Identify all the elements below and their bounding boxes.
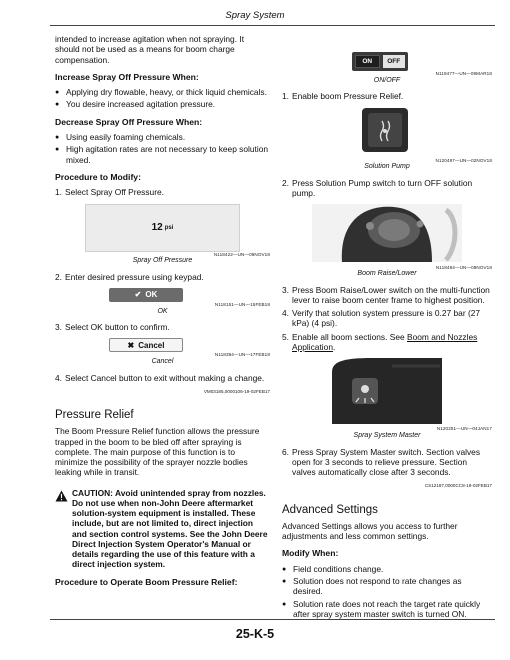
ok-label: OK [145,290,158,300]
step-text: Enable all boom sections. See [292,331,407,342]
step-number: 1. [55,187,62,198]
step-text-suffix: . [332,341,336,352]
footer-rule [50,619,495,620]
list-item: ● You desire increased agitation pressure. [55,99,270,109]
step-number: 4. [55,372,62,383]
section-title-advanced-settings: Advanced Settings [282,503,378,516]
increase-list [55,87,270,110]
cancel-label: Cancel [138,340,165,350]
step-number: 3. [55,322,62,333]
step-3 [282,285,492,306]
list-item: ● Field conditions change. [282,564,492,574]
step-6 [282,447,492,478]
document-reference: CS12187,0000CC8-19-02FEB17 [424,483,492,489]
checkmark-icon: ✔ [134,290,142,300]
figure-code: N118484—UN—09NOV18 [435,264,492,270]
caution-block [55,488,270,570]
figure-caption: Solution Pump [364,163,410,171]
multi-function-lever-icon [282,204,492,262]
figure-code: N120251—UN—04JAN17 [436,426,492,432]
figure-caption: Spray System Master [353,431,421,439]
off-label: OFF [383,55,406,68]
step-5 [282,332,492,353]
solution-pump-switch-icon [282,107,492,155]
warning-triangle-icon [55,488,68,570]
spray-system-master-figure [282,358,492,440]
figure-code: N118151—UN—15FEB18 [214,302,270,308]
solution-pump-figure [282,107,492,171]
step-text: Enter desired pressure using keypad. [65,271,204,282]
procedure-heading: Procedure to Modify: [55,171,141,182]
step-text: Press Boom Raise/Lower switch on the multi-function lever to raise boom center frame to highest position. [292,284,490,305]
step-number: 2. [282,177,289,188]
step-text: Select Cancel button to exit without making a change. [65,372,265,383]
on-off-figure [282,52,492,85]
modify-list [282,564,492,619]
advanced-body: Advanced Settings allows you access to further adjustments and less common settings. [282,520,458,542]
figure-code: N118422—UN—09NOV18 [213,251,270,257]
step-3 [55,322,270,332]
caution-text: CAUTION: Avoid unintended spray from nozzles. Do not use when non-John Deere aftermarket solution-system equipment is installed. These include, but are not limited to, direct injection and section control systems. See the John Deere Direct Injection System Operator's Manual or details regarding the use of this feature with a direct injection system. [72,487,268,570]
figure-code: N119477—UN—09MAR18 [435,71,492,76]
decrease-list [55,132,270,165]
step-number: 2. [55,271,62,282]
figure-code: N118394—UN—17FEB18 [214,352,270,358]
list-item: ● Solution does not respond to rate changes as desired. [282,576,492,597]
running-head: Spray System [225,10,285,21]
right-column [282,34,492,619]
pressure-value-display [85,204,240,252]
step-number: 5. [282,331,289,342]
step-text: Press Solution Pump switch to turn OFF solution pump. [292,177,473,198]
x-icon: ✖ [127,340,135,350]
header-rule [50,25,495,26]
ok-button[interactable] [109,288,183,302]
document-reference: VM03185,0000106-19-02FEB17 [203,388,270,394]
intro-paragraph: intended to increase agitation when not spraying. It should not be used as a means for boom charge compensation. [55,34,245,65]
step-2 [55,272,270,282]
list-item: ● High agitation rates are not necessary to keep solution mixed. [55,144,270,165]
cancel-figure [55,338,270,366]
step-4 [55,373,270,383]
figure-caption: Spray Off Pressure [132,257,193,265]
spray-off-pressure-figure [55,204,270,266]
modify-when-heading: Modify When: [282,548,339,559]
section-title-pressure-relief: Pressure Relief [55,409,134,422]
list-item: ● Using easily foaming chemicals. [55,132,270,142]
step-text: Verify that solution system pressure is 0.27 bar (27 kPa) (4 psi). [292,308,481,329]
cancel-button[interactable] [109,338,183,352]
step-1 [55,187,270,197]
figure-caption: OK [157,307,168,315]
on-label: ON [355,55,380,68]
step-1 [282,91,492,101]
on-off-toggle[interactable] [352,52,408,71]
boom-nozzles-link[interactable]: Boom and Nozzles Application [292,331,478,352]
figure-caption: Cancel [151,358,174,366]
increase-heading: Increase Spray Off Pressure When: [55,71,199,82]
spray-master-switch-icon [282,358,492,424]
step-2 [282,178,492,199]
step-text: Select OK button to confirm. [65,322,170,333]
left-column [55,34,270,614]
figure-code: N120497—UN—02NOV18 [435,157,492,163]
pressure-relief-body: The Boom Pressure Relief function allows the pressure trapped in the boom to be bled off after spraying is complete. The main purpose of this function is to minimize the possibility of the sprayer nozzle bodies leaking while in transit. [55,426,260,478]
step-text: Press Spray System Master switch. Section valves open for 3 seconds to relieve pressure. Section valves automatically close after 3 seconds. [292,446,481,477]
list-item: ● Applying dry flowable, heavy, or thick liquid chemicals. [55,87,270,97]
step-number: 3. [282,284,289,295]
step-number: 6. [282,446,289,457]
step-text: Enable boom Pressure Relief. [292,91,404,102]
pressure-value: 12 [151,221,163,233]
figure-caption: ON/OFF [373,76,401,84]
step-text: Select Spray Off Pressure. [65,187,164,198]
ok-figure [55,288,270,316]
boom-raise-lower-figure [282,204,492,278]
figure-caption: Boom Raise/Lower [357,270,417,278]
step-number: 1. [282,91,289,102]
list-item: ● Solution rate does not reach the target rate quickly after spray system master switch is turned ON. [282,599,492,620]
step-number: 4. [282,308,289,319]
pressure-unit: psi [164,225,174,232]
step-4 [282,308,492,329]
page-number: 25-K-5 [235,627,275,641]
decrease-heading: Decrease Spray Off Pressure When: [55,116,203,127]
procedure-operate-heading: Procedure to Operate Boom Pressure Relief: [55,576,238,587]
